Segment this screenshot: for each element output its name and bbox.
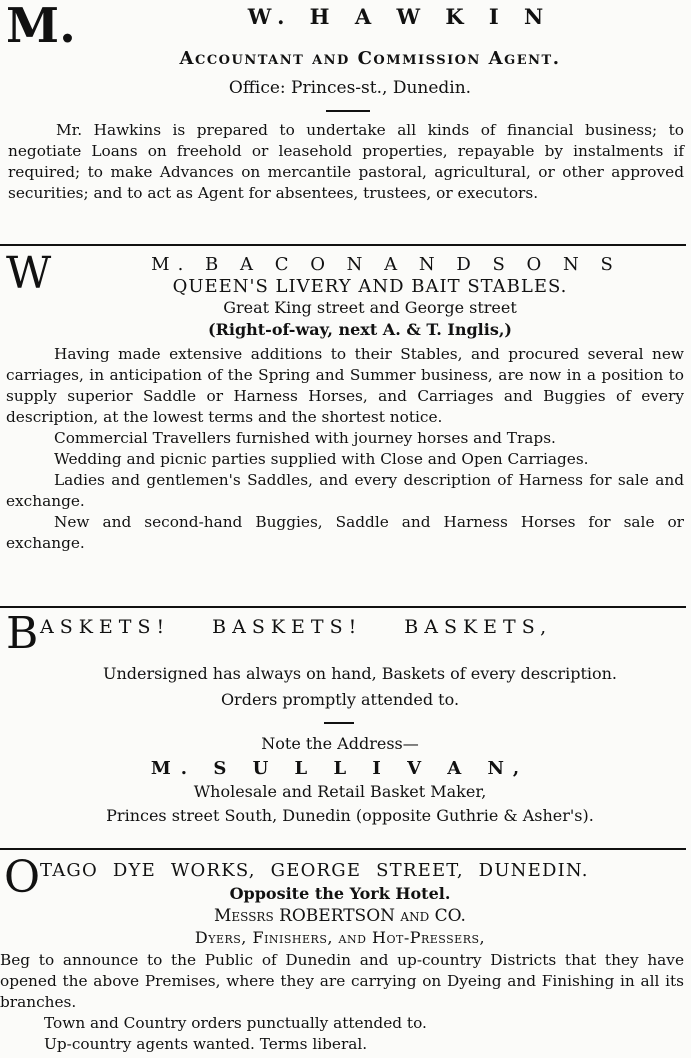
bacon-advertisement — [0, 248, 691, 600]
otago-line-2: Up-country agents wanted. Terms liberal. — [44, 1035, 368, 1053]
bacon-para-3: Wedding and picnic parties supplied with Close and Open Carriages. — [54, 450, 589, 468]
bacon-para-2: Commercial Travellers furnished with journey horses and Traps. — [54, 429, 556, 447]
separator-rule-2 — [0, 606, 686, 608]
bacon-para-4: Ladies and gentlemen's Saddles, and every description of Harness for sale and exchange. — [6, 471, 684, 510]
otago-heading: TAGO DYE WORKS, GEORGE STREET, DUNEDIN. — [40, 860, 589, 881]
bacon-subtitle: QUEEN'S LIVERY AND BAIT STABLES. — [172, 276, 568, 297]
otago-line-1: Town and Country orders punctually attended to. — [44, 1014, 427, 1032]
baskets-drop-cap: B — [6, 608, 39, 659]
hawkins-title: Accountant and Commission Agent. — [179, 48, 561, 69]
baskets-line-2: Orders promptly attended to. — [220, 690, 460, 709]
baskets-address: Princes street South, Dunedin (opposite Guthrie & Asher's). — [106, 806, 594, 825]
baskets-heading: ASKETS! BASKETS! BASKETS, — [40, 616, 553, 638]
separator-rule-3 — [0, 848, 686, 850]
bacon-name: M. B A C O N A N D S O N S — [151, 254, 621, 275]
hawkins-office: Office: Princes-st., Dunedin. — [228, 78, 472, 98]
hawkins-drop-cap: M. — [6, 0, 76, 54]
baskets-divider — [324, 722, 354, 724]
hawkins-advertisement — [0, 0, 691, 238]
separator-rule-1 — [0, 244, 686, 246]
otago-opposite: Opposite the York Hotel. — [229, 884, 451, 903]
otago-body: Beg to announce to the Public of Dunedin and up-country Districts that they have opened the above Premises, where they are carrying on Dyeing and Finishing in all its branches. — [0, 951, 684, 1011]
bacon-para-1: Having made extensive additions to their Stables, and procured several new carriages, in anticipation of the Spring and Summer business, are now in a position to supply superior Saddle or Harness Horses, and Carriages and Buggies of every description, at the lowest terms and the shortest notice. — [6, 345, 684, 426]
baskets-name: M. S U L L I V A N, — [150, 758, 530, 779]
hawkins-name: W. H A W K I N — [247, 4, 553, 29]
baskets-advertisement — [0, 610, 691, 848]
otago-advertisement — [0, 852, 691, 1058]
otago-trade: Dyers, Finishers, and Hot-Pressers, — [194, 928, 486, 947]
hawkins-divider — [326, 110, 370, 112]
hawkins-body: Mr. Hawkins is prepared to undertake all kinds of financial business; to negotiate Loans on freehold or leasehold properties, repayable by instalments if required; to make Advances on mercantile pastoral, agricultural, or other approved securities; and to act as Agent for absentees, trustees, or executors. — [8, 121, 684, 202]
bacon-para-5: New and second-hand Buggies, Saddle and Harness Horses for sale or exchange. — [6, 513, 684, 552]
baskets-note: Note the Address— — [261, 734, 419, 753]
bacon-address: Great King street and George street — [223, 298, 517, 317]
otago-body-block — [0, 950, 684, 1055]
otago-firm: Messrs ROBERTSON and CO. — [214, 906, 466, 926]
baskets-trade: Wholesale and Retail Basket Maker, — [193, 782, 487, 801]
otago-drop-cap: O — [4, 852, 41, 903]
bacon-drop-cap: W — [6, 248, 52, 299]
bacon-location: (Right-of-way, next A. & T. Inglis,) — [208, 320, 512, 339]
bacon-body — [6, 344, 684, 554]
baskets-line-1: Undersigned has always on hand, Baskets of every description. — [102, 664, 618, 683]
